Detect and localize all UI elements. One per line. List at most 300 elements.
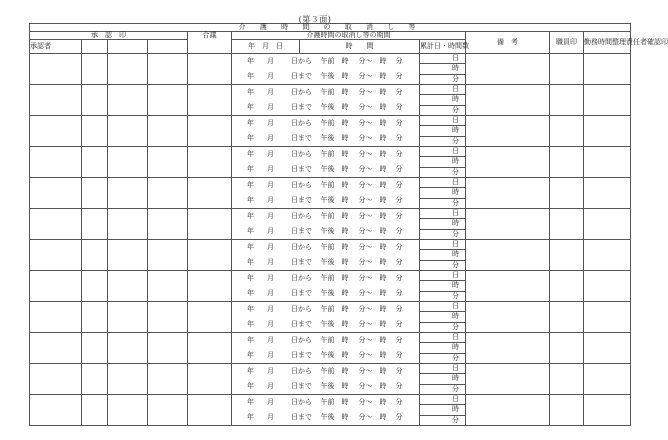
month-label: 月 (267, 57, 274, 65)
minute-label: 分 (395, 398, 403, 406)
minute-to-label: 分〜 (358, 351, 373, 359)
entry-row (30, 302, 631, 312)
approval-cell-blank-2 (108, 40, 148, 54)
total-minutes-cell[interactable]: 分 (420, 353, 466, 363)
month-label: 月 (267, 382, 274, 390)
manager-seal-cell[interactable] (584, 395, 631, 426)
remarks-cell[interactable] (466, 240, 550, 271)
remarks-cell[interactable] (466, 333, 550, 364)
pm-label: 午後 (320, 134, 335, 142)
hour-label: 時 (379, 181, 387, 189)
from-day-label: 日から (291, 150, 312, 158)
hour-label: 時 (341, 165, 349, 173)
approval-cell[interactable] (82, 209, 108, 240)
time-line (300, 286, 420, 301)
hour-label: 時 (379, 305, 387, 313)
approval-cell[interactable] (108, 364, 148, 395)
entry-row (30, 54, 631, 64)
am-label: 午前 (320, 336, 335, 344)
manager-seal-cell[interactable] (584, 85, 631, 116)
year-label: 年 (247, 243, 254, 251)
time-range-cell[interactable] (300, 54, 420, 85)
entry-row (30, 333, 631, 343)
date-range-cell[interactable] (232, 209, 312, 240)
time-range-cell[interactable] (300, 85, 420, 116)
approval-cell[interactable] (108, 147, 148, 178)
am-label: 午前 (320, 398, 335, 406)
date-line (232, 116, 312, 131)
hour-label: 時 (379, 119, 387, 127)
approval-cell[interactable] (30, 85, 82, 116)
pm-label: 午後 (320, 289, 335, 297)
am-label: 午前 (320, 88, 335, 96)
council-cell[interactable] (188, 395, 232, 426)
hour-label: 時 (341, 258, 349, 266)
remarks-cell[interactable] (466, 364, 550, 395)
pm-label: 午後 (320, 320, 335, 328)
hour-label: 時 (341, 103, 349, 111)
approval-cell[interactable] (30, 395, 82, 426)
manager-seal-cell[interactable] (584, 116, 631, 147)
minute-label: 分 (395, 57, 403, 65)
date-line (232, 100, 312, 115)
hour-label: 時 (341, 196, 349, 204)
total-days-cell[interactable]: 日 (420, 178, 466, 188)
total-hours-cell[interactable]: 時 (420, 281, 466, 291)
minute-to-label: 分〜 (358, 398, 373, 406)
manager-seal-cell[interactable] (584, 333, 631, 364)
staff-seal-cell[interactable] (550, 209, 584, 240)
hour-label: 時 (379, 72, 387, 80)
minute-to-label: 分〜 (358, 150, 373, 158)
council-cell[interactable] (188, 271, 232, 302)
time-range-cell[interactable] (300, 209, 420, 240)
total-minutes-cell[interactable]: 分 (420, 384, 466, 394)
pm-label: 午後 (320, 103, 335, 111)
approval-cell[interactable] (108, 85, 148, 116)
time-range-cell[interactable] (300, 240, 420, 271)
council-header: 合議 (188, 32, 232, 54)
approval-cell[interactable] (148, 271, 188, 302)
am-label: 午前 (320, 150, 335, 158)
pm-label: 午後 (320, 196, 335, 204)
year-label: 年 (247, 227, 254, 235)
time-range-cell[interactable] (300, 116, 420, 147)
total-hours-cell[interactable]: 時 (420, 374, 466, 384)
date-line (232, 286, 312, 301)
approval-cell[interactable] (30, 364, 82, 395)
from-day-label: 日から (291, 181, 312, 189)
staff-seal-cell[interactable] (550, 54, 584, 85)
entry-row (30, 116, 631, 126)
approval-cell[interactable] (148, 302, 188, 333)
manager-seal-cell[interactable] (584, 302, 631, 333)
council-cell[interactable] (188, 178, 232, 209)
approval-cell-blank-1 (82, 40, 108, 54)
minute-to-label: 分〜 (358, 305, 373, 313)
remarks-cell[interactable] (466, 271, 550, 302)
pm-label: 午後 (320, 413, 335, 421)
date-range-cell[interactable] (232, 302, 312, 333)
time-line (300, 255, 420, 270)
date-range-cell[interactable] (232, 116, 312, 147)
council-cell[interactable] (188, 116, 232, 147)
time-line (300, 379, 420, 394)
date-range-cell[interactable] (232, 147, 312, 178)
month-label: 月 (267, 196, 274, 204)
approval-cell[interactable] (148, 54, 188, 85)
minute-label: 分 (395, 165, 403, 173)
hour-label: 時 (341, 119, 349, 127)
total-minutes-cell[interactable]: 分 (420, 198, 466, 208)
approval-cell[interactable] (30, 147, 82, 178)
sheet-label: (第３面) (298, 15, 332, 24)
hour-label: 時 (379, 320, 387, 328)
hour-label: 時 (379, 212, 387, 220)
minute-to-label: 分〜 (358, 289, 373, 297)
to-day-label: 日まで (291, 165, 312, 173)
date-line (232, 317, 312, 332)
staff-seal-cell[interactable] (550, 271, 584, 302)
month-label: 月 (267, 150, 274, 158)
to-day-label: 日まで (291, 320, 312, 328)
total-days-cell[interactable]: 日 (420, 364, 466, 374)
approval-cell[interactable] (30, 178, 82, 209)
date-line (232, 131, 312, 146)
total-hours-cell[interactable]: 時 (420, 219, 466, 229)
date-range-cell[interactable] (232, 178, 312, 209)
approval-cell[interactable] (148, 209, 188, 240)
minute-to-label: 分〜 (358, 367, 373, 375)
time-line (300, 410, 420, 425)
time-header: 時 間 (300, 40, 420, 54)
year-label: 年 (247, 196, 254, 204)
staff-seal-cell[interactable] (550, 333, 584, 364)
council-cell[interactable] (188, 302, 232, 333)
approval-cell[interactable] (108, 209, 148, 240)
manager-seal-header: 勤務時間整理責任者確認印 (584, 32, 631, 54)
council-cell[interactable] (188, 364, 232, 395)
time-line (300, 116, 420, 131)
pm-label: 午後 (320, 382, 335, 390)
time-range-cell[interactable] (300, 147, 420, 178)
time-range-cell[interactable] (300, 178, 420, 209)
approval-cell[interactable] (108, 302, 148, 333)
manager-seal-cell[interactable] (584, 271, 631, 302)
minute-to-label: 分〜 (358, 88, 373, 96)
minute-label: 分 (395, 72, 403, 80)
remarks-header: 備 考 (466, 32, 550, 54)
approval-cell[interactable] (148, 333, 188, 364)
year-label: 年 (247, 320, 254, 328)
time-range-cell[interactable] (300, 364, 420, 395)
year-label: 年 (247, 181, 254, 189)
approval-cell[interactable] (82, 240, 108, 271)
date-line (232, 54, 312, 69)
council-cell[interactable] (188, 54, 232, 85)
date-line (232, 147, 312, 162)
total-days-cell[interactable]: 日 (420, 209, 466, 219)
total-hours-cell[interactable]: 時 (420, 250, 466, 260)
remarks-cell[interactable] (466, 85, 550, 116)
date-range-cell[interactable] (232, 364, 312, 395)
minute-label: 分 (395, 243, 403, 251)
manager-seal-cell[interactable] (584, 178, 631, 209)
manager-seal-cell[interactable] (584, 147, 631, 178)
minute-label: 分 (395, 336, 403, 344)
from-day-label: 日から (291, 88, 312, 96)
hour-label: 時 (341, 150, 349, 158)
total-hours-cell[interactable]: 時 (420, 64, 466, 74)
total-hours-cell[interactable]: 時 (420, 405, 466, 415)
time-line (300, 178, 420, 193)
approval-cell[interactable] (82, 364, 108, 395)
staff-seal-cell[interactable] (550, 85, 584, 116)
approval-cell[interactable] (82, 54, 108, 85)
month-label: 月 (267, 103, 274, 111)
approver-header: 承認者 (30, 40, 82, 54)
approval-cell[interactable] (108, 54, 148, 85)
date-line (232, 333, 312, 348)
total-days-cell[interactable]: 日 (420, 333, 466, 343)
hour-label: 時 (379, 243, 387, 251)
minute-label: 分 (395, 305, 403, 313)
total-hours-cell[interactable]: 時 (420, 343, 466, 353)
total-minutes-cell[interactable]: 分 (420, 229, 466, 239)
staff-seal-cell[interactable] (550, 147, 584, 178)
approval-cell[interactable] (148, 240, 188, 271)
time-line (300, 395, 420, 410)
hour-label: 時 (341, 212, 349, 220)
minute-to-label: 分〜 (358, 212, 373, 220)
approval-cell[interactable] (82, 85, 108, 116)
minute-label: 分 (395, 103, 403, 111)
hour-label: 時 (379, 134, 387, 142)
approval-cell[interactable] (30, 240, 82, 271)
time-range-cell[interactable] (300, 395, 420, 426)
date-range-cell[interactable] (232, 54, 312, 85)
date-line (232, 395, 312, 410)
hour-label: 時 (379, 165, 387, 173)
remarks-cell[interactable] (466, 395, 550, 426)
date-range-cell[interactable] (232, 240, 312, 271)
approval-cell[interactable] (148, 395, 188, 426)
date-header: 年 月 日 (232, 40, 300, 54)
approval-cell[interactable] (82, 178, 108, 209)
approval-cell[interactable] (82, 395, 108, 426)
total-minutes-cell[interactable]: 分 (420, 74, 466, 84)
hour-label: 時 (341, 88, 349, 96)
manager-seal-cell[interactable] (584, 209, 631, 240)
approval-cell[interactable] (82, 147, 108, 178)
date-line (232, 162, 312, 177)
to-day-label: 日まで (291, 196, 312, 204)
remarks-cell[interactable] (466, 302, 550, 333)
manager-seal-cell[interactable] (584, 240, 631, 271)
manager-seal-cell[interactable] (584, 54, 631, 85)
year-label: 年 (247, 150, 254, 158)
total-hours-cell[interactable]: 時 (420, 126, 466, 136)
hour-label: 時 (341, 134, 349, 142)
year-label: 年 (247, 382, 254, 390)
am-label: 午前 (320, 119, 335, 127)
total-minutes-cell[interactable]: 分 (420, 260, 466, 270)
approval-cell[interactable] (82, 116, 108, 147)
approval-cell[interactable] (108, 395, 148, 426)
approval-cell[interactable] (108, 333, 148, 364)
minute-label: 分 (395, 367, 403, 375)
year-label: 年 (247, 367, 254, 375)
approval-cell-blank-3 (148, 40, 188, 54)
time-line (300, 100, 420, 115)
staff-seal-cell[interactable] (550, 302, 584, 333)
total-days-cell[interactable]: 日 (420, 116, 466, 126)
council-cell[interactable] (188, 147, 232, 178)
total-days-cell[interactable]: 日 (420, 240, 466, 250)
hour-label: 時 (379, 258, 387, 266)
approval-cell[interactable] (30, 333, 82, 364)
pm-label: 午後 (320, 258, 335, 266)
hour-label: 時 (379, 413, 387, 421)
minute-to-label: 分〜 (358, 181, 373, 189)
month-label: 月 (267, 289, 274, 297)
approval-cell[interactable] (82, 302, 108, 333)
time-range-cell[interactable] (300, 302, 420, 333)
time-range-cell[interactable] (300, 271, 420, 302)
approval-cell[interactable] (148, 85, 188, 116)
council-cell[interactable] (188, 240, 232, 271)
total-hours-cell[interactable]: 時 (420, 188, 466, 198)
approval-cell[interactable] (30, 116, 82, 147)
approval-cell[interactable] (148, 178, 188, 209)
remarks-cell[interactable] (466, 147, 550, 178)
hour-label: 時 (341, 336, 349, 344)
month-label: 月 (267, 134, 274, 142)
approval-cell[interactable] (148, 147, 188, 178)
staff-seal-cell[interactable] (550, 395, 584, 426)
total-hours-cell[interactable]: 時 (420, 312, 466, 322)
approval-cell[interactable] (30, 209, 82, 240)
approval-cell[interactable] (108, 178, 148, 209)
month-label: 月 (267, 88, 274, 96)
month-label: 月 (267, 351, 274, 359)
approval-cell[interactable] (30, 54, 82, 85)
total-days-cell[interactable]: 日 (420, 85, 466, 95)
year-label: 年 (247, 305, 254, 313)
minute-label: 分 (395, 181, 403, 189)
minute-label: 分 (395, 150, 403, 158)
approval-cell[interactable] (82, 333, 108, 364)
total-days-cell[interactable]: 日 (420, 395, 466, 405)
date-line (232, 379, 312, 394)
total-minutes-cell[interactable]: 分 (420, 415, 466, 425)
total-days-cell[interactable]: 日 (420, 54, 466, 64)
total-minutes-cell[interactable]: 分 (420, 291, 466, 301)
hour-label: 時 (379, 336, 387, 344)
month-label: 月 (267, 243, 274, 251)
hour-label: 時 (379, 274, 387, 282)
year-label: 年 (247, 212, 254, 220)
approval-cell[interactable] (108, 116, 148, 147)
hour-label: 時 (341, 413, 349, 421)
total-hours-cell[interactable]: 時 (420, 157, 466, 167)
staff-seal-cell[interactable] (550, 240, 584, 271)
date-range-cell[interactable] (232, 85, 312, 116)
approval-cell[interactable] (30, 271, 82, 302)
month-label: 月 (267, 227, 274, 235)
date-range-cell[interactable] (232, 271, 312, 302)
year-label: 年 (247, 72, 254, 80)
hour-label: 時 (379, 57, 387, 65)
time-line (300, 224, 420, 239)
date-line (232, 410, 312, 425)
from-day-label: 日から (291, 212, 312, 220)
total-days-cell[interactable]: 日 (420, 147, 466, 157)
form-title: 介 護 時 間 の 取 消 し 等 (30, 24, 631, 32)
staff-seal-cell[interactable] (550, 364, 584, 395)
minute-to-label: 分〜 (358, 413, 373, 421)
staff-seal-cell[interactable] (550, 178, 584, 209)
total-days-cell[interactable]: 日 (420, 271, 466, 281)
council-cell[interactable] (188, 85, 232, 116)
minute-label: 分 (395, 289, 403, 297)
am-label: 午前 (320, 181, 335, 189)
date-line (232, 255, 312, 270)
hour-label: 時 (379, 398, 387, 406)
month-label: 月 (267, 320, 274, 328)
staff-seal-cell[interactable] (550, 116, 584, 147)
total-minutes-cell[interactable]: 分 (420, 167, 466, 177)
minute-label: 分 (395, 413, 403, 421)
month-label: 月 (267, 119, 274, 127)
year-label: 年 (247, 274, 254, 282)
hour-label: 時 (341, 320, 349, 328)
time-line (300, 348, 420, 363)
year-label: 年 (247, 336, 254, 344)
minute-to-label: 分〜 (358, 57, 373, 65)
total-days-cell[interactable]: 日 (420, 302, 466, 312)
minute-to-label: 分〜 (358, 119, 373, 127)
year-label: 年 (247, 88, 254, 96)
year-label: 年 (247, 398, 254, 406)
month-label: 月 (267, 181, 274, 189)
year-label: 年 (247, 258, 254, 266)
manager-seal-cell[interactable] (584, 364, 631, 395)
remarks-cell[interactable] (466, 54, 550, 85)
total-hours-cell[interactable]: 時 (420, 95, 466, 105)
council-cell[interactable] (188, 333, 232, 364)
council-cell[interactable] (188, 209, 232, 240)
approval-cell[interactable] (108, 271, 148, 302)
entry-row (30, 271, 631, 281)
approval-cell[interactable] (30, 302, 82, 333)
remarks-cell[interactable] (466, 178, 550, 209)
approval-cell[interactable] (108, 240, 148, 271)
approval-cell[interactable] (148, 116, 188, 147)
remarks-cell[interactable] (466, 209, 550, 240)
total-minutes-cell[interactable]: 分 (420, 105, 466, 115)
total-minutes-cell[interactable]: 分 (420, 322, 466, 332)
remarks-cell[interactable] (466, 116, 550, 147)
month-label: 月 (267, 258, 274, 266)
approval-cell[interactable] (148, 364, 188, 395)
approval-cell[interactable] (82, 271, 108, 302)
am-label: 午前 (320, 367, 335, 375)
date-range-cell[interactable] (232, 333, 312, 364)
time-range-cell[interactable] (300, 333, 420, 364)
total-minutes-cell[interactable]: 分 (420, 136, 466, 146)
date-range-cell[interactable] (232, 395, 312, 426)
